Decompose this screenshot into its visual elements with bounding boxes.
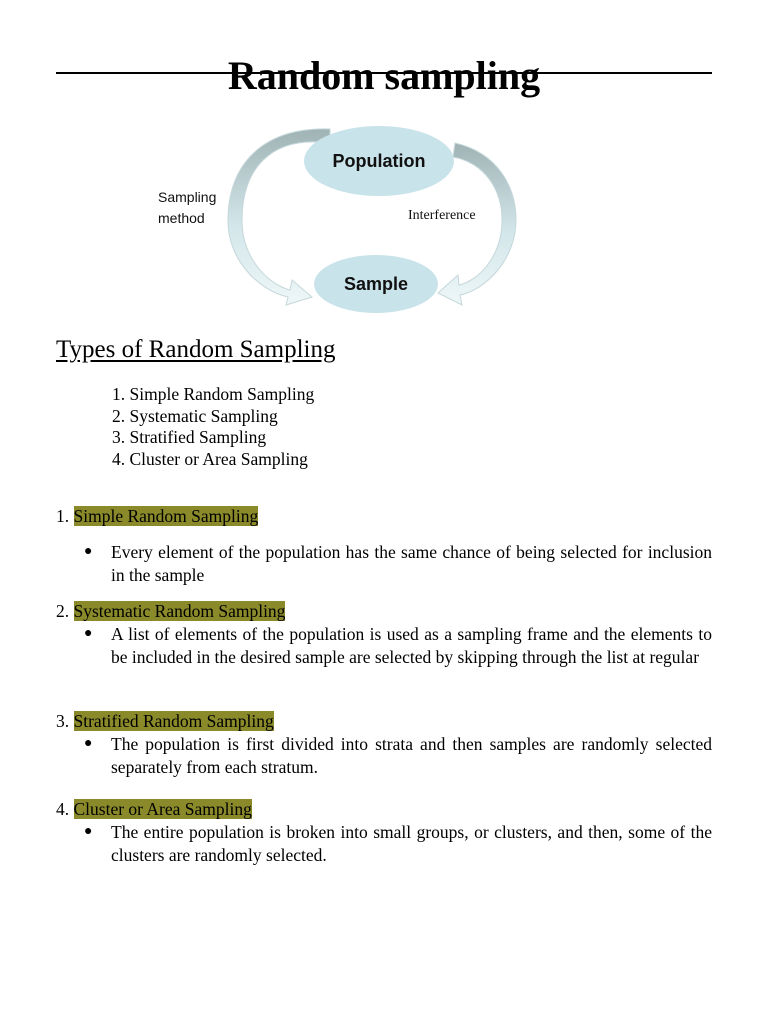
types-heading: Types of Random Sampling xyxy=(56,336,336,363)
section-title: Stratified Random Sampling xyxy=(73,711,274,731)
section-number: 4. xyxy=(56,799,70,819)
list-item: 3. Stratified Sampling xyxy=(112,427,267,447)
population-label: Population xyxy=(332,151,426,171)
bullet-item xyxy=(56,541,712,586)
section-heading xyxy=(56,505,712,527)
bullet-icon: ● xyxy=(84,544,93,559)
bullet-icon: ● xyxy=(84,824,93,839)
bullet-icon: ● xyxy=(84,626,93,641)
section-heading xyxy=(56,710,712,732)
section-number: 2. xyxy=(56,601,70,621)
bullet-icon: ● xyxy=(84,736,93,751)
bullet-item xyxy=(56,821,712,866)
bullet-text: The population is first divided into strata and then samples are randomly selected separately from each stratum. xyxy=(111,734,712,777)
sampling-method-label-line2: method xyxy=(158,210,205,226)
bullet-text: Every element of the population has the same chance of being selected for inclusion in the sample xyxy=(111,542,712,585)
section-systematic xyxy=(56,600,712,668)
section-title: Simple Random Sampling xyxy=(73,506,259,526)
bullet-item xyxy=(56,623,712,668)
sampling-diagram xyxy=(150,125,530,325)
bullet-item xyxy=(56,733,712,778)
sampling-method-label-line1: Sampling xyxy=(158,189,217,205)
section-title: Cluster or Area Sampling xyxy=(73,799,252,819)
section-cluster xyxy=(56,798,712,866)
list-item: 4. Cluster or Area Sampling xyxy=(112,448,308,469)
section-heading xyxy=(56,798,712,820)
interference-label: Interference xyxy=(408,208,476,223)
section-simple-random xyxy=(56,505,712,586)
list-item: 1. Simple Random Sampling xyxy=(112,384,315,404)
sample-label: Sample xyxy=(343,274,409,294)
section-heading xyxy=(56,600,712,622)
section-stratified xyxy=(56,710,712,778)
section-number: 3. xyxy=(56,711,70,731)
bullet-text: A list of elements of the population is used as a sampling frame and the elements to be included in the desired sample are selected by skipping through the list at regular xyxy=(111,624,712,667)
page-title: Random sampling xyxy=(227,53,541,98)
bullet-text: The entire population is broken into small groups, or clusters, and then, some of the clusters are randomly selected. xyxy=(111,822,712,865)
section-number: 1. xyxy=(56,506,70,526)
list-item: 2. Systematic Sampling xyxy=(112,405,278,426)
section-title: Systematic Random Sampling xyxy=(73,601,286,621)
types-list xyxy=(112,384,314,470)
